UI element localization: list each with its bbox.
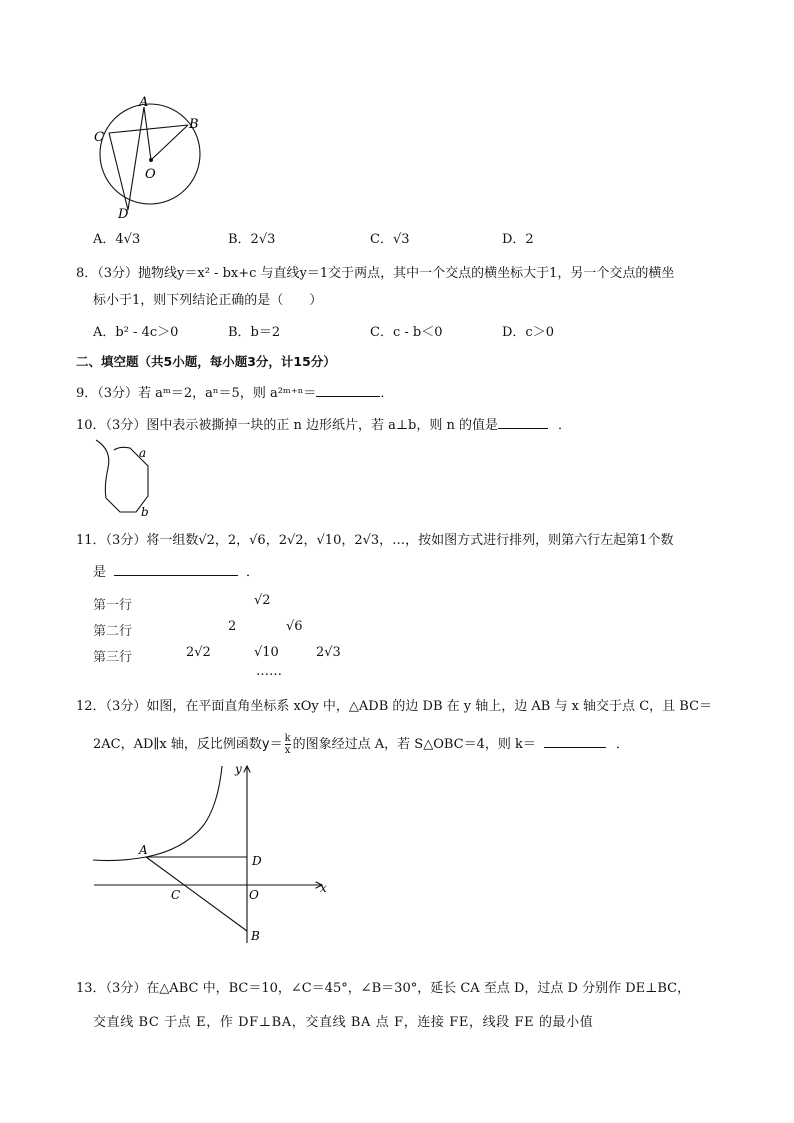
q11-row-3-label: 第三行: [93, 650, 133, 665]
q8-option-d: D．c＞0: [502, 325, 554, 340]
q10-question: 10．（3分）图中表示被撕掉一块的正 n 边形纸片，若 a⊥b，则 n 的值是: [76, 418, 499, 433]
q10-label-b: b: [141, 505, 149, 518]
q8-option-c: C．c - b＜0: [370, 325, 443, 340]
q12-line-2-prefix: 2AC，AD∥x 轴，反比例函数: [93, 737, 262, 752]
q9-prefix: 9．（3分）若 aᵐ＝2，aⁿ＝5，则 a²ᵐ⁺ⁿ＝: [76, 386, 317, 401]
q12-line-2: [93, 733, 629, 756]
q8-option-b: B．b＝2: [228, 325, 281, 340]
q9-suffix: ．: [380, 386, 394, 401]
q12-line-1: 12．（3分）如图，在平面直角坐标系 xOy 中，△ADB 的边 DB 在 y 轴上，边 AB 与 x 轴交于点 C，且 BC＝: [76, 699, 713, 714]
q11-line-2: [93, 561, 259, 580]
q12-blank[interactable]: [544, 735, 606, 748]
q7-option-b: B．2√3: [228, 232, 276, 247]
q8-line-2: 标小于1，则下列结论正确的是（ ）: [93, 293, 323, 308]
q11-line-2-prefix: 是: [93, 565, 107, 580]
label-D: D: [118, 207, 129, 222]
q7-option-c: C．√3: [370, 232, 410, 247]
q12-label-C: C: [171, 888, 181, 902]
section-2-heading: 二、填空题（共5小题，每小题3分，计15分）: [76, 354, 336, 369]
q11-row-1-item-1: √2: [254, 593, 271, 608]
q13-line-2: 交直线 BC 于点 E，作 DF⊥BA，交直线 BA 点 F，连接 FE，线段 FE 的最小值: [93, 1015, 594, 1030]
q10-polygon-figure: [90, 436, 160, 518]
q11-row-3-item-2: √10: [254, 645, 279, 660]
q12-label-B: B: [251, 929, 260, 943]
q12-line-2-suffix: ．: [615, 737, 629, 752]
q12-label-D: D: [252, 854, 262, 868]
q11-line-2-suffix: ．: [246, 565, 260, 580]
q10-blank[interactable]: [498, 416, 548, 429]
q10-text: [76, 414, 571, 433]
q9-text: [76, 382, 393, 401]
q11-blank[interactable]: [114, 563, 238, 576]
label-A: A: [139, 95, 149, 110]
q12-frac-den: x: [284, 745, 291, 756]
q11-row-2-label: 第二行: [93, 624, 133, 639]
q8-line-1: 8．（3分）抛物线y＝x² - bx+c 与直线y＝1交于两点，其中一个交点的横坐标大于1，另一个交点的横坐: [76, 266, 675, 281]
q7-circle-figure: [88, 92, 218, 222]
q11-row-1-label: 第一行: [93, 598, 133, 613]
q12-line-2-mid: 的图象经过点 A，若 S△OBC＝4，则 k＝: [292, 737, 536, 752]
q7-option-d: D．2: [502, 232, 534, 247]
q11-row-3-item-1: 2√2: [186, 645, 211, 660]
q11-line-1: 11．（3分）将一组数√2，2，√6，2√2，√10，2√3，…，按如图方式进行排列，则第六行左起第1个数: [76, 533, 674, 548]
q10-label-a: a: [139, 446, 147, 460]
q13-line-1: 13．（3分）在△ABC 中，BC＝10，∠C＝45°，∠B＝30°，延长 CA 至点 D，过点 D 分别作 DE⊥BC，: [76, 981, 691, 996]
q11-dots: ……: [256, 664, 282, 679]
q12-label-x: x: [320, 881, 327, 895]
q11-row-3-item-3: 2√3: [316, 645, 341, 660]
q7-option-a: A．4√3: [93, 232, 141, 247]
label-B: B: [189, 117, 199, 132]
q12-fn-y: y＝: [261, 737, 283, 752]
q8-option-a: A．b² - 4c＞0: [93, 325, 179, 340]
q12-label-A: A: [139, 843, 148, 857]
q10-suffix: ．: [558, 418, 572, 433]
q12-fraction: [285, 733, 291, 756]
q9-blank[interactable]: [316, 384, 380, 397]
q11-row-2-item-2: √6: [286, 619, 303, 634]
q12-label-O: O: [249, 888, 259, 902]
q12-label-y: y: [235, 762, 242, 776]
q12-coordinate-figure: [88, 758, 338, 948]
q11-row-2-item-1: 2: [228, 619, 237, 634]
q12-frac-num: k: [284, 733, 291, 744]
label-O: O: [145, 167, 156, 182]
label-C: C: [94, 130, 104, 145]
